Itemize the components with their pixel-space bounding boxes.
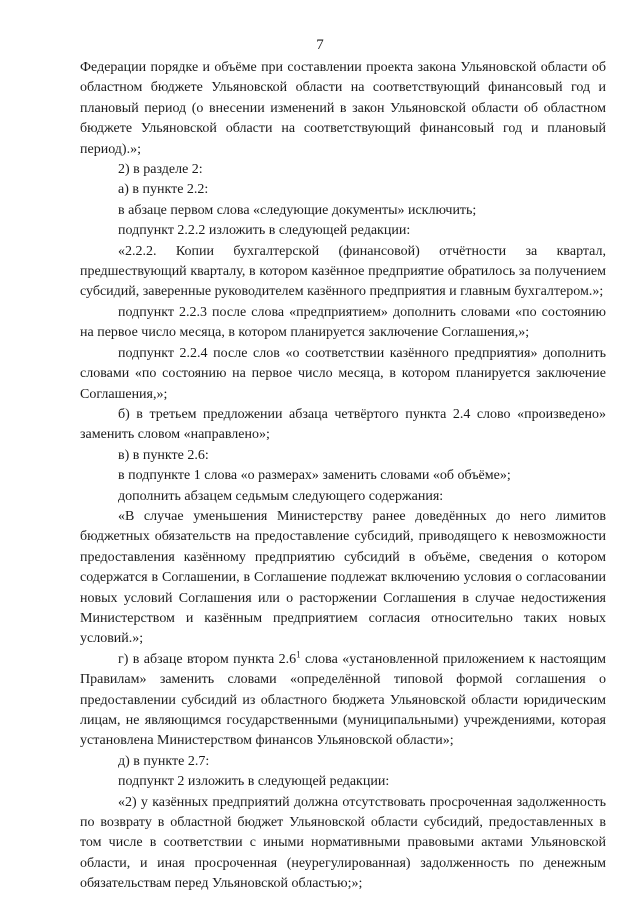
paragraph-new-abzac-text: «В случае уменьшения Министерству ранее доведённых до него лимитов бюджетных обязательств на предоставление субсидий, приводящего к невозможности предоставления казённому предприятию субсидий в объёме, сведения о котором содержатся в Соглашении, в Соглашение подлежат включению условия о согласовании новых условий Соглашения или о расторжении Соглашения в случае недостижения Министерством и казённым предприятием согласия относительно таких новых условий.»; [80, 508, 606, 647]
paragraph-first-abzac: в абзаце первом слова «следующие документы» исключить; [118, 202, 477, 218]
paragraph-law-reference: Федерации порядке и объёме при составлении проекта закона Ульяновской области об областном бюджете Ульяновской области на соответствующий финансовый год и плановый период (о внесении изменений в закон Ульяновской области об областном бюджете Ульяновской области на соответствующий финансовый год и плановый период).»; [80, 60, 606, 157]
paragraph-item-a: а) в пункте 2.2: [118, 182, 209, 198]
paragraph-subitem-222-intro: подпункт 2.2.2 изложить в следующей редакции: [118, 223, 411, 239]
paragraph-subitem-1: в подпункте 1 слова «о размерах» заменить словами «об объёме»; [118, 468, 511, 484]
paragraph-item-v: в) в пункте 2.6: [118, 447, 209, 463]
paragraph-item-d: д) в пункте 2.7: [118, 753, 210, 769]
paragraph-item-g [80, 650, 606, 752]
paragraph-subitem-2-text: «2) у казённых предприятий должна отсутствовать просроченная задолженность по возврату в областной бюджет Ульяновской области субсидий, предоставленных в том числе в соответствии с иными нормативными правовыми актами Ульяновской области, и иная просроченная (неурегулированная) задолженность по денежным обязательствам перед Ульяновской областью;»; [80, 794, 606, 892]
item-g-text-after: слова «установленной приложением к настоящим Правилам» заменить словами «определённой типовой формой соглашения о предоставлении субсидий из областного бюджета Ульяновской области юридическим лицам, не являющимся государственными (муниципальными) учреждениями, которая установлена Министерством финансов Ульяновской области»; [80, 651, 606, 749]
paragraph-section-2: 2) в разделе 2: [118, 162, 203, 178]
paragraph-item-b: б) в третьем предложении абзаца четвёртого пункта 2.4 слово «произведено» заменить словом «направлено»; [80, 406, 606, 443]
document-body [80, 58, 606, 895]
item-g-superscript: 1 [296, 649, 301, 660]
page-number: 7 [316, 37, 324, 53]
paragraph-subitem-224: подпункт 2.2.4 после слов «о соответствии казённого предприятия» дополнить словами «по состоянию на первое число месяца, в котором планируется заключение Соглашения,»; [80, 345, 606, 402]
item-g-text-before: г) в абзаце втором пункта 2.6 [118, 651, 297, 667]
paragraph-subitem-222-text: «2.2.2. Копии бухгалтерской (финансовой) отчётности за квартал, предшествующий кварталу, в котором казённое предприятие обратилось за получением субсидий, заверенные руководителем казённого предприятия и главным бухгалтером.»; [80, 243, 606, 300]
paragraph-subitem-2-intro: подпункт 2 изложить в следующей редакции: [118, 774, 390, 790]
paragraph-subitem-223: подпункт 2.2.3 после слова «предприятием» дополнить словами «по состоянию на первое число месяца, в котором планируется заключение Соглашения,»; [80, 304, 606, 341]
paragraph-add-abzac: дополнить абзацем седьмым следующего содержания: [118, 488, 444, 504]
